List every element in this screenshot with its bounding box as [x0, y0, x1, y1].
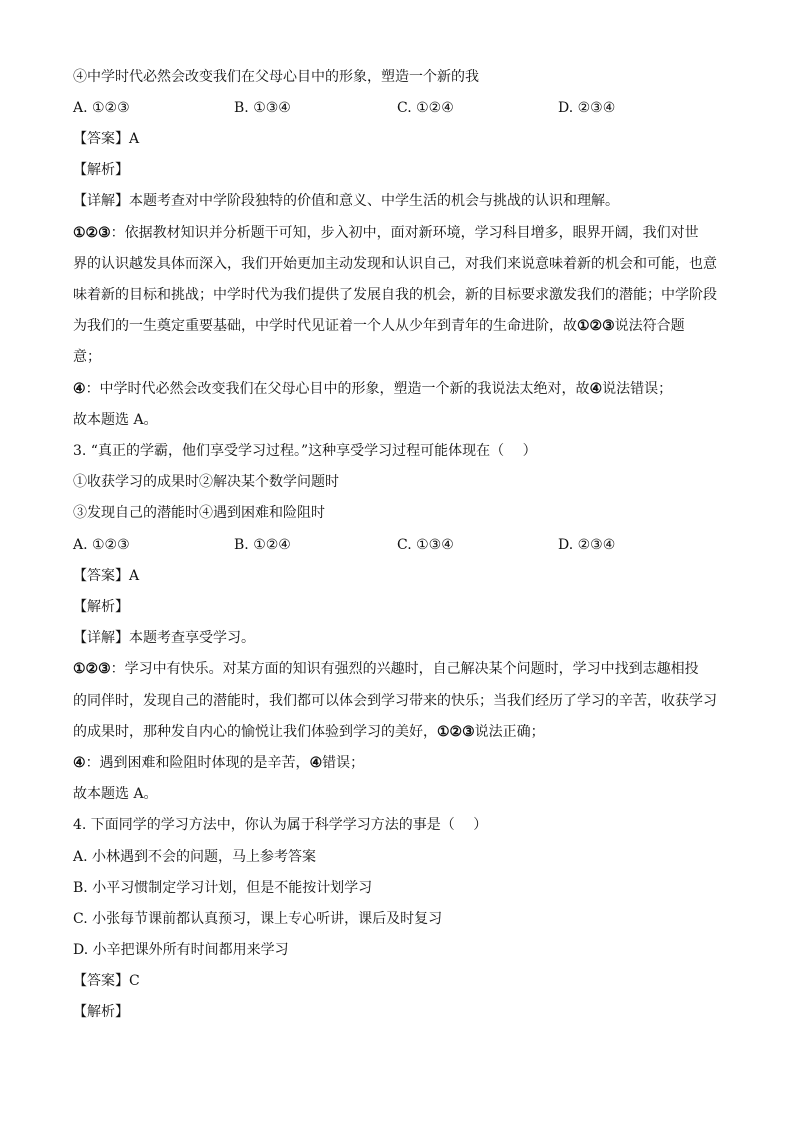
q2-option-b: B. ①③④ [234, 100, 291, 116]
q2-explanation-line-4 [73, 317, 724, 335]
detail-text: 本题考查对中学阶段独特的价值和意义、中学生活的机会与挑战的认识和理解。 [129, 193, 619, 209]
answer-label: 【答案】 [73, 131, 129, 147]
explanation-text: 为我们的一生奠定重要基础，中学时代见证着一个人从少年到青年的生命进阶，故 [73, 318, 577, 334]
q3-analysis-label: 【解析】 [73, 599, 129, 615]
q3-explanation-line-3 [73, 723, 724, 741]
q3-detail [73, 629, 724, 647]
detail-text: 本题考查享受学习。 [129, 630, 255, 646]
q3-stem: 3. “真正的学霸，他们享受学习过程。”这种享受学习过程可能体现在（ ） [73, 443, 537, 459]
answer-value: A [129, 131, 140, 147]
answer-label: 【答案】 [73, 568, 129, 584]
q2-analysis-label: 【解析】 [73, 162, 129, 178]
q2-option-d: D. ②③④ [558, 100, 616, 116]
explanation-text: ：学习中有快乐。对某方面的知识有强烈的兴趣时，自己解决某个问题时，学习中找到志趣相投 [110, 661, 699, 677]
answer-label: 【答案】 [73, 973, 129, 989]
q3-explanation-line-1 [73, 660, 724, 678]
detail-label: 【详解】 [73, 630, 129, 646]
explanation-text: 说法正确； [474, 724, 545, 740]
explanation-text: 说法符合题 [614, 318, 685, 334]
q3-option-c: C. ①③④ [397, 537, 454, 553]
q2-detail [73, 192, 724, 210]
q3-option-b: B. ①②④ [234, 537, 291, 553]
q4-option-b: B. 小平习惯制定学习计划，但是不能按计划学习 [73, 880, 373, 896]
choice-marker: ④ [589, 381, 603, 397]
q2-conclusion: 故本题选 A。 [73, 412, 158, 428]
q2-answer [73, 130, 724, 148]
q2-explanation-item-4 [73, 380, 724, 398]
q2-option-c: C. ①②④ [397, 100, 454, 116]
q3-items-line-1: ①收获学习的成果时②解决某个数学问题时 [73, 474, 339, 490]
explanation-text: 说法错误； [602, 381, 673, 397]
q3-explanation-item-4 [73, 754, 724, 772]
explanation-text: ：中学时代必然会改变我们在父母心目中的形象，塑造一个新的我说法太绝对，故 [85, 381, 590, 397]
q4-stem: 4. 下面同学的学习方法中，你认为属于科学学习方法的事是（ ） [73, 817, 488, 833]
choice-marker: ①②③ [73, 225, 111, 241]
q3-answer [73, 567, 724, 585]
q2-explanation-line-5: 意； [73, 349, 101, 365]
choice-marker: ④ [73, 755, 86, 771]
q2-option-a: A. ①②③ [73, 100, 130, 116]
q3-items-line-2: ③发现自己的潜能时④遇到困难和险阻时 [73, 505, 325, 521]
q4-analysis-label: 【解析】 [73, 1004, 129, 1020]
q3-option-d: D. ②③④ [558, 537, 616, 553]
q3-explanation-line-2: 的同伴时，发现自己的潜能时，我们都可以体会到学习带来的快乐；当我们经历了学习的辛苦，收获学习 [73, 693, 717, 709]
explanation-text: ：遇到困难和险阻时体现的是辛苦， [85, 755, 310, 771]
q4-option-c: C. 小张每节课前都认真预习，课上专心听讲，课后及时复习 [73, 911, 443, 927]
q4-answer [73, 972, 724, 990]
q3-conclusion: 故本题选 A。 [73, 786, 158, 802]
choice-marker: ①②③ [73, 661, 111, 677]
answer-value: A [129, 568, 140, 584]
q2-explanation-line-1 [73, 224, 724, 242]
choice-marker: ①②③ [437, 724, 475, 740]
q2-explanation-line-3: 味着新的目标和挑战；中学时代为我们提供了发展自我的机会，新的目标要求激发我们的潜能；中学阶段 [73, 287, 717, 303]
explanation-text: 的成果时，那种发自内心的愉悦让我们体验到学习的美好， [73, 724, 437, 740]
explanation-text: ：依据教材知识并分析题干可知，步入初中，面对新环境，学习科目增多，眼界开阔，我们对世 [110, 225, 699, 241]
q3-option-a: A. ①②③ [73, 537, 130, 553]
choice-marker: ④ [73, 381, 86, 397]
q2-explanation-line-2: 界的认识越发具体而深入，我们开始更加主动发现和认识自己，对我们来说意味着新的机会和可能，也意 [73, 256, 717, 272]
q4-option-a: A. 小林遇到不会的问题，马上参考答案 [73, 849, 317, 865]
q2-stem-item-4: ④中学时代必然会改变我们在父母心目中的形象，塑造一个新的我 [73, 69, 479, 85]
choice-marker: ④ [309, 755, 323, 771]
q4-option-d: D. 小辛把课外所有时间都用来学习 [73, 942, 289, 958]
answer-value: C [129, 973, 140, 989]
choice-marker: ①②③ [577, 318, 615, 334]
detail-label: 【详解】 [73, 193, 129, 209]
explanation-text: 错误； [322, 755, 365, 771]
